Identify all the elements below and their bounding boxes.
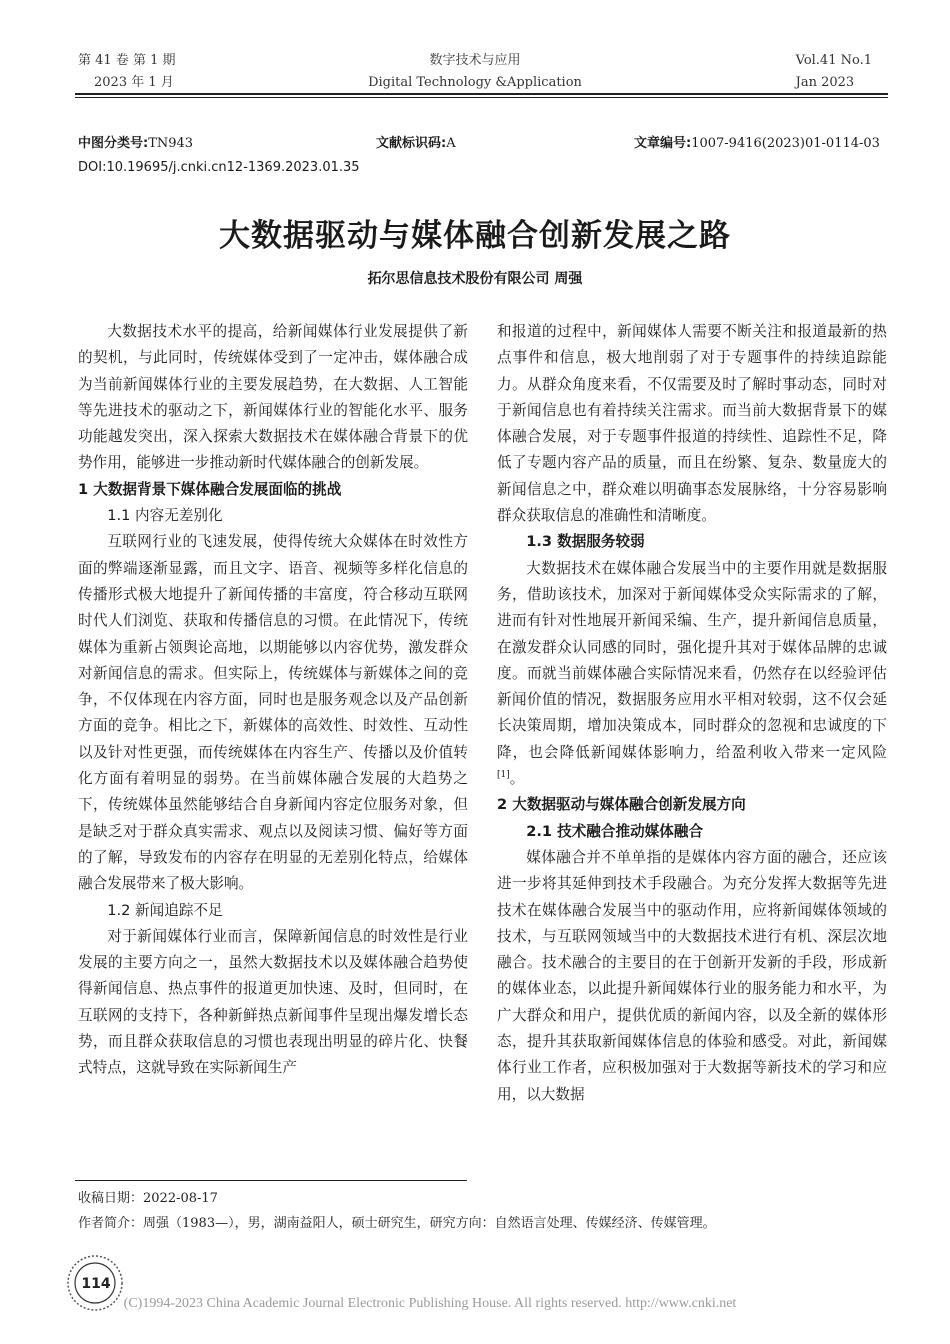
article-number-value: 1007-9416(2023)01-0114-03 [691, 136, 880, 151]
clc-number [78, 135, 193, 153]
doi: DOI:10.19695/j.cnki.cn12-1369.2023.01.35 [78, 160, 360, 175]
paragraph-1-2-continued: 和报道的过程中，新闻媒体人需要不断关注和报道最新的热点事件和信息，极大地削弱了对于专题事件的持续追踪能力。从群众角度来看，不仅需要及时了解时事动态，同时对于新闻信息也有着持续关注需求。而当前大数据背景下的媒体融合发展，对于专题事件报道的持续性、追踪性不足，降低了专题内容产品的质量，而且在纷繁、复杂、数量庞大的新闻信息之中，群众难以明确事态发展脉络，十分容易影响群众获取信息的准确性和清晰度。 [497, 323, 887, 525]
left-column [78, 319, 468, 1082]
volume-issue-en: Vol.41 No.1 [795, 53, 872, 68]
article-number-label: 文章编号: [634, 136, 692, 151]
date-en: Jan 2023 [795, 75, 855, 90]
paragraph-2-1: 媒体融合并不单单指的是媒体内容方面的融合，还应该进一步将其延伸到技术手段融合。为充分发挥大数据等先进技术在媒体融合发展当中的驱动作用，应将新闻媒体领域的技术，与互联网领域当中的大数据技术进行有机、深层次地融合。技术融合的主要目的在于创新开发新的手段，形成新的媒体业态，以此提升新闻媒体行业的服务能力和水平，为广大群众和用户，提供优质的新闻内容，以及全新的媒体形态，提升其获取新闻媒体信息的体验和感受。对此，新闻媒体行业工作者，应积极加强对于大数据等新技术的学习和应用，以大数据 [497, 848, 887, 1103]
journal-name-en: Digital Technology &Application [368, 75, 582, 90]
right-column [497, 319, 887, 1108]
journal-name-cn: 数字技术与应用 [429, 53, 521, 68]
received-date: 收稿日期：2022-08-17 [78, 1191, 218, 1206]
paragraph-1-3-end: 。 [509, 770, 525, 788]
author-affiliation: 拓尔思信息技术股份有限公司 周强 [367, 271, 583, 287]
document-code [376, 135, 456, 153]
subsection-heading-1-2: 1.2 新闻追踪不足 [107, 901, 223, 919]
reference-marker[interactable]: [1] [497, 770, 510, 781]
subsection-heading-1-3: 1.3 数据服务较弱 [526, 533, 645, 551]
clc-label: 中图分类号: [78, 136, 149, 151]
subsection-heading-2-1: 2.1 技术融合推动媒体融合 [526, 822, 704, 840]
doc-code-value: A [446, 136, 456, 151]
paragraph-1-3 [497, 556, 887, 793]
subsection-heading-1-1: 1.1 内容无差别化 [107, 507, 223, 525]
section-heading-1: 1 大数据背景下媒体融合发展面临的挑战 [78, 480, 342, 498]
volume-issue-cn: 第 41 卷 第 1 期 [78, 53, 176, 68]
paragraph-1-2: 对于新闻媒体行业而言，保障新闻信息的时效性是行业发展的主要方向之一，虽然大数据技术以及媒体融合趋势使得新闻信息、热点事件的报道更加快速、及时，但同时，在互联网的支持下，各种新鲜热点新闻事件呈现出爆发增长态势，而且群众获取信息的习惯也表现出明显的碎片化、快餐式特点，这就导致在实际新闻生产 [78, 927, 468, 1077]
date-cn: 2023 年 1 月 [94, 75, 174, 90]
article-title: 大数据驱动与媒体融合创新发展之路 [219, 218, 731, 254]
footnote-rule [75, 1180, 467, 1181]
intro-paragraph: 大数据技术水平的提高，给新闻媒体行业发展提供了新的契机，与此同时，传统媒体受到了一定冲击，媒体融合成为当前新闻媒体行业的主要发展趋势，在大数据、人工智能等先进技术的驱动之下，新闻媒体行业的智能化水平、服务功能越发突出，深入探索大数据技术在媒体融合背景下的优势作用，能够进一步推动新时代媒体融合的创新发展。 [78, 323, 468, 472]
article-number [634, 135, 880, 153]
paragraph-1-3-text: 大数据技术在媒体融合发展当中的主要作用就是数据服务，借助该技术，加深对于新闻媒体受众实际需求的了解，进而有针对性地展开新闻采编、生产，提升新闻信息质量，在激发群众认同感的同时，强化提升其对于媒体品牌的忠诚度。而就当前媒体融合实际情况来看，仍然存在以经验评估新闻价值的情况，数据服务应用水平相对较弱，这不仅会延长决策周期，增加决策成本，同时群众的忽视和忠诚度的下降，也会降低新闻媒体影响力，给盈利收入带来一定风险 [497, 559, 887, 761]
running-header-right [796, 50, 872, 94]
doc-code-label: 文献标识码: [376, 136, 447, 151]
clc-value: TN943 [148, 136, 194, 151]
page-number: 114 [81, 1276, 111, 1292]
author-bio: 作者简介：周强（1983—），男，湖南益阳人，硕士研究生，研究方向：自然语言处理、传媒经济、传媒管理。 [78, 1216, 716, 1231]
header-rule-thick [75, 93, 888, 95]
copyright-notice: (C)1994-2023 China Academic Journal Electronic Publishing House. All rights reserved. http://www.cnki.net [123, 1296, 737, 1311]
section-heading-2: 2 大数据驱动与媒体融合创新发展方向 [497, 796, 746, 814]
paragraph-1-1: 互联网行业的飞速发展，使得传统大众媒体在时效性方面的弊端逐渐显露，而且文字、语音、视频等多样化信息的传播形式极大地提升了新闻传播的丰富度，符合移动互联网时代人们浏览、获取和传播信息的习惯。在此情况下，传统媒体为重新占领舆论高地，以期能够以内容优势，激发群众对新闻信息的需求。但实际上，传统媒体与新媒体之间的竞争，不仅体现在内容方面，同时也是服务观念以及产品创新方面的竞争。相比之下，新媒体的高效性、时效性、互动性以及针对性更强，而传统媒体在内容生产、传播以及价值转化方面有着明显的弱势。在当前媒体融合发展的大趋势之下，传统媒体虽然能够结合自身新闻内容定位服务对象，但是缺乏对于群众真实需求、观点以及阅读习惯、偏好等方面的了解，导致发布的内容存在明显的无差别化特点，给媒体融合发展带来了极大影响。 [78, 533, 468, 893]
header-rule-thin [75, 97, 888, 98]
